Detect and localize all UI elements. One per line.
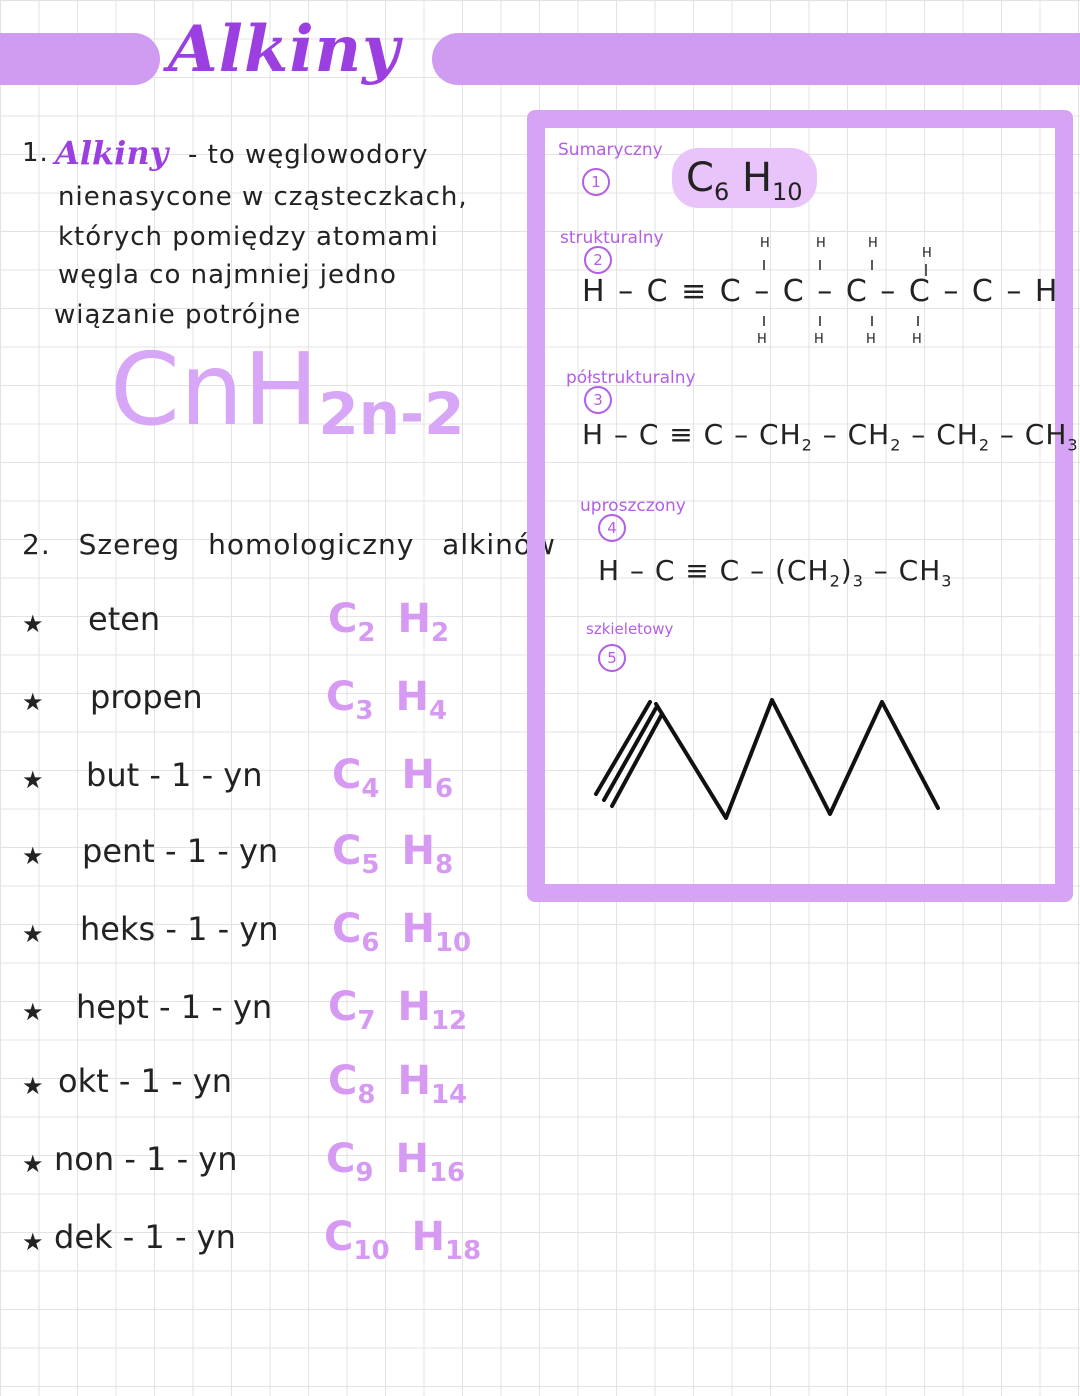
formula-h-sub: 18 — [445, 1236, 482, 1266]
formula-c: C — [326, 1136, 356, 1182]
formula-c: C — [328, 1058, 358, 1104]
h-top-4: H — [922, 246, 932, 261]
alkyne-name: but - 1 - yn — [86, 756, 263, 794]
formula-c: C — [332, 906, 362, 952]
star-bullet-icon: ★ — [22, 998, 44, 1026]
formula-c: C — [324, 1214, 354, 1260]
simple-sub-3: 3 — [941, 571, 953, 591]
h-bottom-1: H — [757, 332, 767, 347]
formula-h: H — [411, 1214, 446, 1260]
alkyne-name: heks - 1 - yn — [80, 910, 279, 948]
formula-h: H — [401, 752, 435, 798]
formula-c-sub: 10 — [353, 1236, 390, 1266]
simplified-formula — [598, 554, 952, 591]
formula-c-sub: 5 — [361, 850, 380, 880]
section2-heading: 2. Szereg homologiczny alkinów — [22, 528, 556, 561]
list-item — [0, 1214, 520, 1278]
alkyne-name: propen — [90, 678, 203, 716]
summary-h-sub: 10 — [772, 178, 803, 206]
alkyne-formula — [326, 674, 447, 726]
alkyne-name: hept - 1 - yn — [76, 988, 273, 1026]
label-polstrukturalny: półstrukturalny — [566, 368, 696, 388]
semi-sub-3: 2 — [978, 435, 990, 455]
alkyne-formula — [326, 1136, 465, 1188]
alkyne-name: okt - 1 - yn — [58, 1062, 233, 1100]
semi-sub-2: 2 — [890, 435, 902, 455]
number-1-badge: 1 — [582, 168, 610, 196]
summary-h: H — [741, 155, 773, 201]
formula-c-sub: 3 — [355, 696, 374, 726]
simple-part-3: – CH — [863, 554, 942, 587]
list-item — [0, 828, 520, 892]
formula-c-sub: 2 — [357, 618, 376, 648]
star-bullet-icon: ★ — [22, 842, 44, 870]
number-5-badge: 5 — [598, 644, 626, 672]
label-sumaryczny: Sumaryczny — [558, 140, 663, 160]
formula-h: H — [401, 906, 435, 952]
h-bottom-3: H — [866, 332, 876, 347]
formula-h-sub: 4 — [428, 696, 448, 726]
list-item — [0, 984, 520, 1048]
formula-c-sub: 8 — [357, 1080, 376, 1110]
h-top-2: H — [816, 236, 826, 251]
h-bottom-4: H — [912, 332, 922, 347]
general-formula — [110, 331, 465, 448]
summary-c: C — [686, 155, 714, 201]
summary-c-sub: 6 — [713, 178, 730, 206]
alkyne-formula — [332, 906, 471, 958]
semistructural-formula — [582, 418, 1079, 455]
general-formula-subscript: 2n-2 — [318, 380, 465, 448]
formula-c: C — [332, 828, 362, 874]
skeletal-formula — [590, 690, 950, 830]
definition-line-5: wiązanie potrójne — [54, 300, 302, 330]
semi-part-1: H – C ≡ C – CH — [582, 418, 802, 451]
formula-h: H — [397, 1058, 431, 1104]
number-2-badge: 2 — [584, 246, 612, 274]
star-bullet-icon: ★ — [22, 1072, 44, 1100]
semi-sub-1: 2 — [801, 435, 813, 455]
alkyne-formula — [324, 1214, 481, 1266]
list-item — [0, 674, 520, 738]
section1-keyword: Alkiny — [55, 134, 169, 172]
formula-h: H — [395, 674, 429, 720]
formula-h-sub: 12 — [430, 1006, 468, 1036]
simple-sub-2: 3 — [852, 571, 864, 591]
alkyne-name: dek - 1 - yn — [54, 1218, 236, 1256]
list-item — [0, 596, 520, 660]
star-bullet-icon: ★ — [22, 610, 44, 638]
label-szkieletowy: szkieletowy — [586, 620, 674, 638]
star-bullet-icon: ★ — [22, 1228, 44, 1256]
formula-c: C — [332, 752, 362, 798]
formula-h-sub: 14 — [430, 1080, 468, 1110]
formula-h-sub: 8 — [434, 850, 454, 880]
star-bullet-icon: ★ — [22, 1150, 44, 1178]
list-item — [0, 1058, 520, 1122]
structural-chain: H – C ≡ C – C – C – C – C – H — [582, 274, 1060, 309]
alkyne-formula — [332, 752, 453, 804]
definition-line-2: nienasycone w cząsteczkach, — [58, 182, 468, 212]
star-bullet-icon: ★ — [22, 688, 44, 716]
h-top-1: H — [760, 236, 770, 251]
number-4-badge: 4 — [598, 514, 626, 542]
semi-part-3: – CH — [901, 418, 979, 451]
formula-h: H — [397, 596, 431, 642]
alkyne-name: eten — [88, 600, 161, 638]
semi-sub-4: 3 — [1067, 435, 1079, 455]
alkyne-formula — [328, 596, 449, 648]
simple-part-1: H – C ≡ C – (CH — [598, 554, 830, 587]
definition-line-1: - to węglowodory — [188, 140, 429, 170]
formula-c: C — [326, 674, 356, 720]
alkyne-formula — [328, 984, 467, 1036]
formula-c-sub: 7 — [357, 1006, 376, 1036]
formula-h: H — [401, 828, 435, 874]
summary-formula — [672, 148, 817, 208]
list-item — [0, 1136, 520, 1200]
simple-sub-1: 2 — [829, 571, 841, 591]
definition-line-4: węgla co najmniej jedno — [58, 260, 397, 290]
header-band-left — [0, 33, 160, 85]
formula-h: H — [395, 1136, 429, 1182]
formula-c-sub: 9 — [355, 1158, 374, 1188]
formula-h: H — [397, 984, 431, 1030]
section1-number: 1. — [22, 138, 49, 168]
header-band-right — [432, 33, 1080, 85]
alkyne-formula — [332, 828, 453, 880]
alkyne-name: pent - 1 - yn — [82, 832, 279, 870]
page-title: Alkiny — [168, 12, 401, 87]
h-bottom-2: H — [814, 332, 824, 347]
list-item — [0, 752, 520, 816]
alkyne-formula — [328, 1058, 467, 1110]
simple-part-2: ) — [840, 554, 853, 587]
formula-c-sub: 6 — [361, 928, 380, 958]
definition-line-3: których pomiędzy atomami — [58, 222, 439, 252]
formula-c: C — [328, 596, 358, 642]
formula-h-sub: 6 — [434, 774, 454, 804]
label-uproszczony: uproszczony — [580, 496, 686, 516]
formula-h-sub: 16 — [428, 1158, 466, 1188]
formula-h-sub: 10 — [434, 928, 472, 958]
formula-c: C — [328, 984, 358, 1030]
structural-bonds — [740, 250, 940, 340]
formula-h-sub: 2 — [430, 618, 450, 648]
semi-part-2: – CH — [812, 418, 891, 451]
number-3-badge: 3 — [584, 386, 612, 414]
list-item — [0, 906, 520, 970]
h-top-3: H — [868, 236, 878, 251]
semi-part-4: – CH — [990, 418, 1068, 451]
label-strukturalny: strukturalny — [560, 228, 664, 248]
general-formula-main: CnH — [110, 331, 319, 448]
star-bullet-icon: ★ — [22, 766, 44, 794]
alkyne-name: non - 1 - yn — [54, 1140, 238, 1178]
formula-c-sub: 4 — [361, 774, 380, 804]
star-bullet-icon: ★ — [22, 920, 44, 948]
